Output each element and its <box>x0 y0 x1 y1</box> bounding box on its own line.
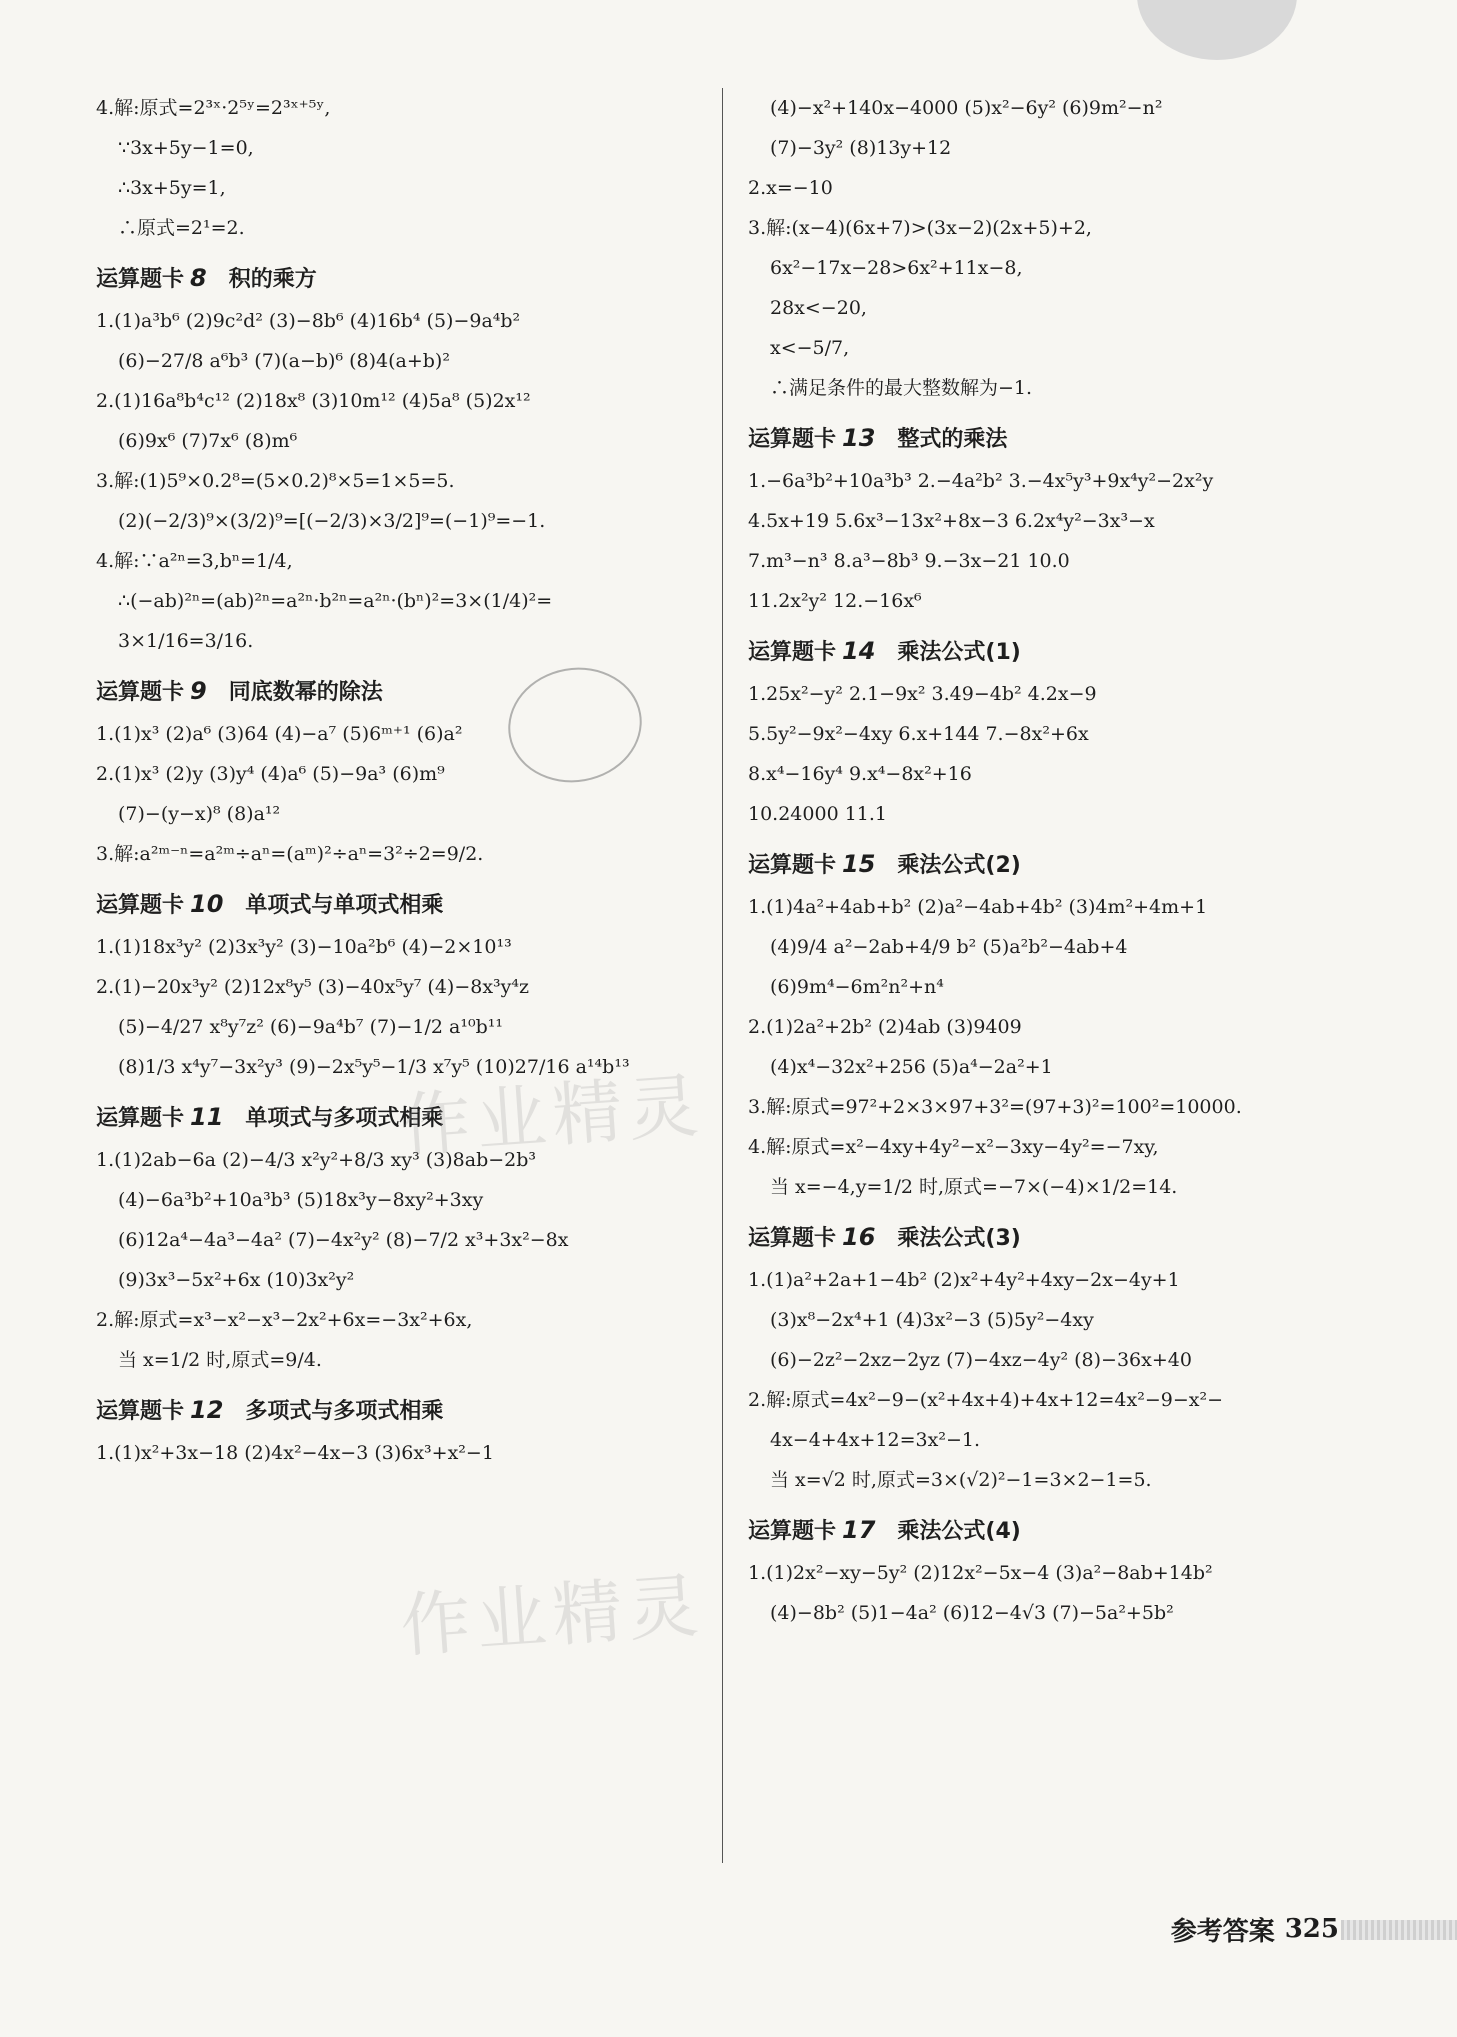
answer-line: x<−5/7, <box>770 337 850 359</box>
answer-line: 1.(1)x³ (2)a⁶ (3)64 (4)−a⁷ (5)6ᵐ⁺¹ (6)a² <box>96 723 463 745</box>
section-heading <box>96 1394 696 1425</box>
section-label: 运算题卡 <box>96 1106 185 1131</box>
answer-line: (4)x⁴−32x²+256 (5)a⁴−2a²+1 <box>770 1056 1053 1078</box>
section-label: 运算题卡 <box>748 853 837 878</box>
section-number: 15 <box>842 850 876 878</box>
answer-line: 11.2x²y² 12.−16x⁶ <box>748 590 922 612</box>
section-number: 16 <box>842 1223 876 1251</box>
section-label: 运算题卡 <box>748 1226 837 1251</box>
answer-line: 3.解:(1)5⁹×0.2⁸=(5×0.2)⁸×5=1×5=5. <box>96 470 455 492</box>
section-number: 17 <box>842 1516 876 1544</box>
section-heading <box>748 848 1348 879</box>
section-label: 运算题卡 <box>96 267 185 292</box>
answer-line: (6)9x⁶ (7)7x⁶ (8)m⁶ <box>118 430 298 452</box>
answer-line: (6)−2z²−2xz−2yz (7)−4xz−4y² (8)−36x+40 <box>770 1349 1192 1371</box>
answer-line: 3.解:原式=97²+2×3×97+3²=(97+3)²=100²=10000. <box>748 1096 1242 1118</box>
page-number: 325 <box>1284 1914 1339 1944</box>
section-heading <box>748 1221 1348 1252</box>
section-title: 乘法公式(4) <box>897 1519 1021 1544</box>
answer-line: 1.25x²−y² 2.1−9x² 3.49−4b² 4.2x−9 <box>748 683 1097 705</box>
section-label: 运算题卡 <box>748 1519 837 1544</box>
answer-line: 2.(1)16a⁸b⁴c¹² (2)18x⁸ (3)10m¹² (4)5a⁸ (5)2x¹² <box>96 390 531 412</box>
section-label: 运算题卡 <box>748 640 837 665</box>
section-heading <box>96 262 696 293</box>
answer-line: 8.x⁴−16y⁴ 9.x⁴−8x²+16 <box>748 763 972 785</box>
column-divider <box>722 88 723 1863</box>
answer-line: ∴原式=2¹=2. <box>118 217 245 239</box>
answer-line: 4.解:∵a²ⁿ=3,bⁿ=1/4, <box>96 550 293 572</box>
section-title: 乘法公式(2) <box>897 853 1021 878</box>
answer-line: 4.5x+19 5.6x³−13x²+8x−3 6.2x⁴y²−3x³−x <box>748 510 1155 532</box>
answer-line: (2)(−2/3)⁹×(3/2)⁹=[(−2/3)×3/2]⁹=(−1)⁹=−1. <box>118 510 546 532</box>
answer-line: 当 x=√2 时,原式=3×(√2)²−1=3×2−1=5. <box>770 1469 1152 1491</box>
answer-line: ∵3x+5y−1=0, <box>118 137 254 159</box>
section-number: 10 <box>190 890 224 918</box>
answer-line: 2.(1)−20x³y² (2)12x⁸y⁵ (3)−40x⁵y⁷ (4)−8x³y⁴z <box>96 976 530 998</box>
answer-line: 2.(1)x³ (2)y (3)y⁴ (4)a⁶ (5)−9a³ (6)m⁹ <box>96 763 445 785</box>
answer-line: (6)12a⁴−4a³−4a² (7)−4x²y² (8)−7/2 x³+3x²−8x <box>118 1229 569 1251</box>
section-title: 乘法公式(3) <box>897 1226 1021 1251</box>
answer-line: 2.x=−10 <box>748 177 833 199</box>
section-number: 12 <box>190 1396 224 1424</box>
answer-line: 4x−4+4x+12=3x²−1. <box>770 1429 981 1451</box>
section-title: 同底数幂的除法 <box>228 680 383 705</box>
answer-line: 1.(1)4a²+4ab+b² (2)a²−4ab+4b² (3)4m²+4m+1 <box>748 896 1208 918</box>
answer-line: 3×1/16=3/16. <box>118 630 254 652</box>
answer-line: (6)−27/8 a⁶b³ (7)(a−b)⁶ (8)4(a+b)² <box>118 350 450 372</box>
section-heading <box>96 888 696 919</box>
answer-line: 1.(1)a²+2a+1−4b² (2)x²+4y²+4xy−2x−4y+1 <box>748 1269 1180 1291</box>
answer-line: 2.解:原式=4x²−9−(x²+4x+4)+4x+12=4x²−9−x²− <box>748 1389 1224 1411</box>
section-label: 运算题卡 <box>748 427 837 452</box>
answer-line: 1.(1)x²+3x−18 (2)4x²−4x−3 (3)6x³+x²−1 <box>96 1442 494 1464</box>
footer-band <box>1341 1920 1457 1940</box>
watermark: 作业精灵 <box>397 1564 707 1668</box>
answer-line: 7.m³−n³ 8.a³−8b³ 9.−3x−21 10.0 <box>748 550 1070 572</box>
answer-line: 当 x=−4,y=1/2 时,原式=−7×(−4)×1/2=14. <box>770 1176 1178 1198</box>
section-title: 单项式与单项式相乘 <box>245 893 444 918</box>
section-number: 13 <box>842 424 876 452</box>
corner-decoration <box>1137 0 1297 60</box>
answer-line: (4)−6a³b²+10a³b³ (5)18x³y−8xy²+3xy <box>118 1189 484 1211</box>
section-heading <box>748 1514 1348 1545</box>
left-column <box>96 88 696 1473</box>
answer-line: ∴3x+5y=1, <box>118 177 226 199</box>
section-label: 运算题卡 <box>96 680 185 705</box>
answer-line: 4.解:原式=2³ˣ·2⁵ʸ=2³ˣ⁺⁵ʸ, <box>96 97 331 119</box>
section-heading <box>748 422 1348 453</box>
answer-line: (5)−4/27 x⁸y⁷z² (6)−9a⁴b⁷ (7)−1/2 a¹⁰b¹¹ <box>118 1016 503 1038</box>
section-title: 乘法公式(1) <box>897 640 1021 665</box>
answer-line: 1.−6a³b²+10a³b³ 2.−4a²b² 3.−4x⁵y³+9x⁴y²−2x²y <box>748 470 1214 492</box>
answer-line: (8)1/3 x⁴y⁷−3x²y³ (9)−2x⁵y⁵−1/3 x⁷y⁵ (10)27/16 a¹⁴b¹³ <box>118 1056 630 1078</box>
answer-line: (3)x⁸−2x⁴+1 (4)3x²−3 (5)5y²−4xy <box>770 1309 1094 1331</box>
answer-line: (9)3x³−5x²+6x (10)3x²y² <box>118 1269 355 1291</box>
answer-line: 1.(1)18x³y² (2)3x³y² (3)−10a²b⁶ (4)−2×10¹³ <box>96 936 512 958</box>
answer-line: 当 x=1/2 时,原式=9/4. <box>118 1349 322 1371</box>
section-title: 多项式与多项式相乘 <box>245 1399 444 1424</box>
footer-label: 参考答案 <box>1170 1916 1275 1947</box>
answer-line: 10.24000 11.1 <box>748 803 888 825</box>
watermark: 作业精灵 <box>397 1064 707 1168</box>
answer-line: 1.(1)a³b⁶ (2)9c²d² (3)−8b⁶ (4)16b⁴ (5)−9a⁴b² <box>96 310 521 332</box>
answer-line: 3.解:a²ᵐ⁻ⁿ=a²ᵐ÷aⁿ=(aᵐ)²÷aⁿ=3²÷2=9/2. <box>96 843 484 865</box>
answer-line: (4)9/4 a²−2ab+4/9 b² (5)a²b²−4ab+4 <box>770 936 1128 958</box>
section-number: 9 <box>190 677 207 705</box>
answer-line: 2.解:原式=x³−x²−x³−2x²+6x=−3x²+6x, <box>96 1309 473 1331</box>
answer-line: (4)−8b² (5)1−4a² (6)12−4√3 (7)−5a²+5b² <box>770 1602 1174 1624</box>
section-number: 8 <box>190 264 207 292</box>
answer-line: 28x<−20, <box>770 297 867 319</box>
page-footer <box>1019 1908 1339 1950</box>
section-title: 整式的乘法 <box>897 427 1008 452</box>
answer-line: 5.5y²−9x²−4xy 6.x+144 7.−8x²+6x <box>748 723 1089 745</box>
answer-line: ∴满足条件的最大整数解为−1. <box>770 377 1033 399</box>
answer-line: 4.解:原式=x²−4xy+4y²−x²−3xy−4y²=−7xy, <box>748 1136 1159 1158</box>
answer-line: 1.(1)2ab−6a (2)−4/3 x²y²+8/3 xy³ (3)8ab−2b³ <box>96 1149 537 1171</box>
answer-line: (6)9m⁴−6m²n²+n⁴ <box>770 976 944 998</box>
answer-line: 3.解:(x−4)(6x+7)>(3x−2)(2x+5)+2, <box>748 217 1092 239</box>
section-title: 积的乘方 <box>228 267 317 292</box>
right-column <box>748 88 1348 1633</box>
section-number: 11 <box>190 1103 224 1131</box>
answer-line: 6x²−17x−28>6x²+11x−8, <box>770 257 1023 279</box>
section-heading <box>748 635 1348 666</box>
answer-line: (7)−(y−x)⁸ (8)a¹² <box>118 803 281 825</box>
answer-line: (7)−3y² (8)13y+12 <box>770 137 952 159</box>
section-label: 运算题卡 <box>96 1399 185 1424</box>
section-title: 单项式与多项式相乘 <box>245 1106 444 1131</box>
answer-line: ∴(−ab)²ⁿ=(ab)²ⁿ=a²ⁿ·b²ⁿ=a²ⁿ·(bⁿ)²=3×(1/4)²= <box>118 590 553 612</box>
section-label: 运算题卡 <box>96 893 185 918</box>
section-number: 14 <box>842 637 876 665</box>
answer-line: 1.(1)2x²−xy−5y² (2)12x²−5x−4 (3)a²−8ab+14b² <box>748 1562 1213 1584</box>
answer-line: 2.(1)2a²+2b² (2)4ab (3)9409 <box>748 1016 1022 1038</box>
answer-line: (4)−x²+140x−4000 (5)x²−6y² (6)9m²−n² <box>770 97 1163 119</box>
